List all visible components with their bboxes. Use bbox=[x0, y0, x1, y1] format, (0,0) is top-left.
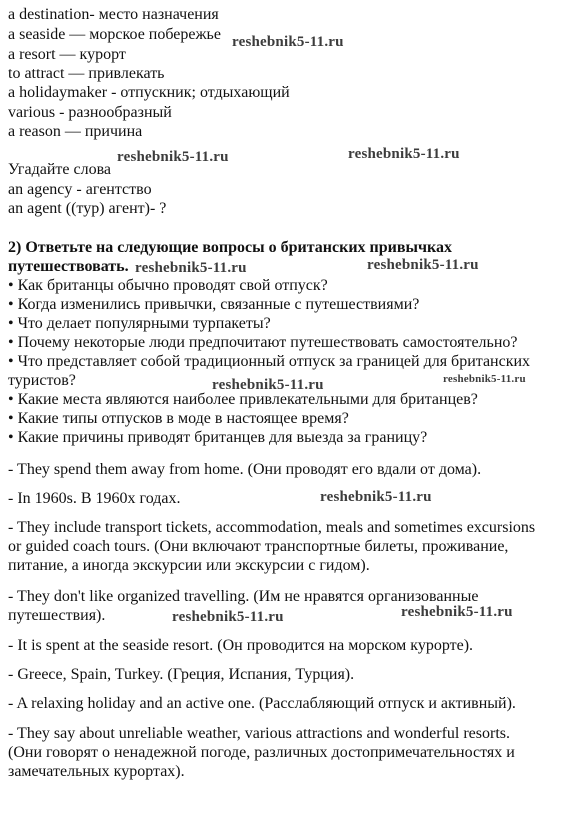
answer-line: путешествия). bbox=[8, 607, 106, 624]
guess-item: an agent ((тур) агент)- ? bbox=[8, 200, 167, 217]
answer-line: - In 1960s. В 1960х годах. bbox=[8, 490, 181, 507]
vocab-line: a resort — курорт bbox=[8, 46, 126, 63]
answer-line: - It is spent at the seaside resort. (Он проводится на морском курорте). bbox=[8, 637, 474, 654]
vocab-line: various - разнообразный bbox=[8, 104, 172, 121]
answer-line: - They include transport tickets, accommodation, meals and sometimes excursions bbox=[8, 519, 536, 536]
watermark: reshebnik5-11.ru bbox=[320, 489, 432, 505]
watermark: reshebnik5-11.ru bbox=[117, 149, 229, 165]
answer-line: - Greece, Spain, Turkey. (Греция, Испания, Турция). bbox=[8, 666, 355, 683]
watermark: reshebnik5-11.ru bbox=[172, 609, 284, 625]
answer-line: - They spend them away from home. (Они проводят его вдали от дома). bbox=[8, 461, 482, 478]
question-item: • Что представляет собой традиционный отпуск за границей для британских bbox=[8, 353, 531, 370]
answer-line: (Они говорят о ненадежной погоде, различных достопримечательностях и bbox=[8, 744, 515, 761]
answer-line: or guided coach tours. (Они включают транспортные билеты, проживание, bbox=[8, 538, 509, 555]
watermark: reshebnik5-11.ru bbox=[348, 146, 460, 162]
watermark: reshebnik5-11.ru bbox=[212, 377, 324, 393]
answer-line: - A relaxing holiday and an active one. (Расслабляющий отпуск и активный). bbox=[8, 695, 516, 712]
task-heading: 2) Ответьте на следующие вопросы о британских привычках bbox=[8, 239, 453, 256]
vocab-line: a reason — причина bbox=[8, 123, 143, 140]
answer-line: замечательных курортах). bbox=[8, 763, 185, 780]
task-heading: путешествовать. bbox=[8, 258, 129, 275]
question-item: • Как британцы обычно проводят свой отпуск? bbox=[8, 277, 328, 294]
vocab-line: to attract — привлекать bbox=[8, 65, 165, 82]
answer-line: - They say about unreliable weather, various attractions and wonderful resorts. bbox=[8, 725, 511, 742]
answer-line: - They don't like organized travelling. (Им не нравятся организованные bbox=[8, 588, 479, 605]
vocab-line: a seaside — морское побережье bbox=[8, 26, 221, 43]
watermark: reshebnik5-11.ru bbox=[401, 604, 513, 620]
watermark: reshebnik5-11.ru bbox=[232, 34, 344, 50]
watermark: reshebnik5-11.ru bbox=[367, 257, 479, 273]
answer-line: питание, а иногда экскурсии или экскурсии с гидом). bbox=[8, 557, 370, 574]
question-item: • Почему некоторые люди предпочитают путешествовать самостоятельно? bbox=[8, 334, 518, 351]
question-item: туристов? bbox=[8, 372, 76, 389]
question-item: • Какие причины приводят британцев для выезда за границу? bbox=[8, 429, 428, 446]
guess-item: an agency - агентство bbox=[8, 181, 152, 198]
watermark: reshebnik5-11.ru bbox=[443, 373, 526, 385]
question-item: • Что делает популярными турпакеты? bbox=[8, 315, 271, 332]
question-item: • Какие места являются наиболее привлекательными для британцев? bbox=[8, 391, 478, 408]
vocab-line: a destination- место назначения bbox=[8, 6, 219, 23]
question-item: • Когда изменились привычки, связанные с путешествиями? bbox=[8, 296, 420, 313]
watermark: reshebnik5-11.ru bbox=[135, 260, 247, 276]
vocab-line: a holidaymaker - отпускник; отдыхающий bbox=[8, 84, 290, 101]
question-item: • Какие типы отпусков в моде в настоящее время? bbox=[8, 410, 349, 427]
guess-title: Угадайте слова bbox=[8, 161, 112, 178]
